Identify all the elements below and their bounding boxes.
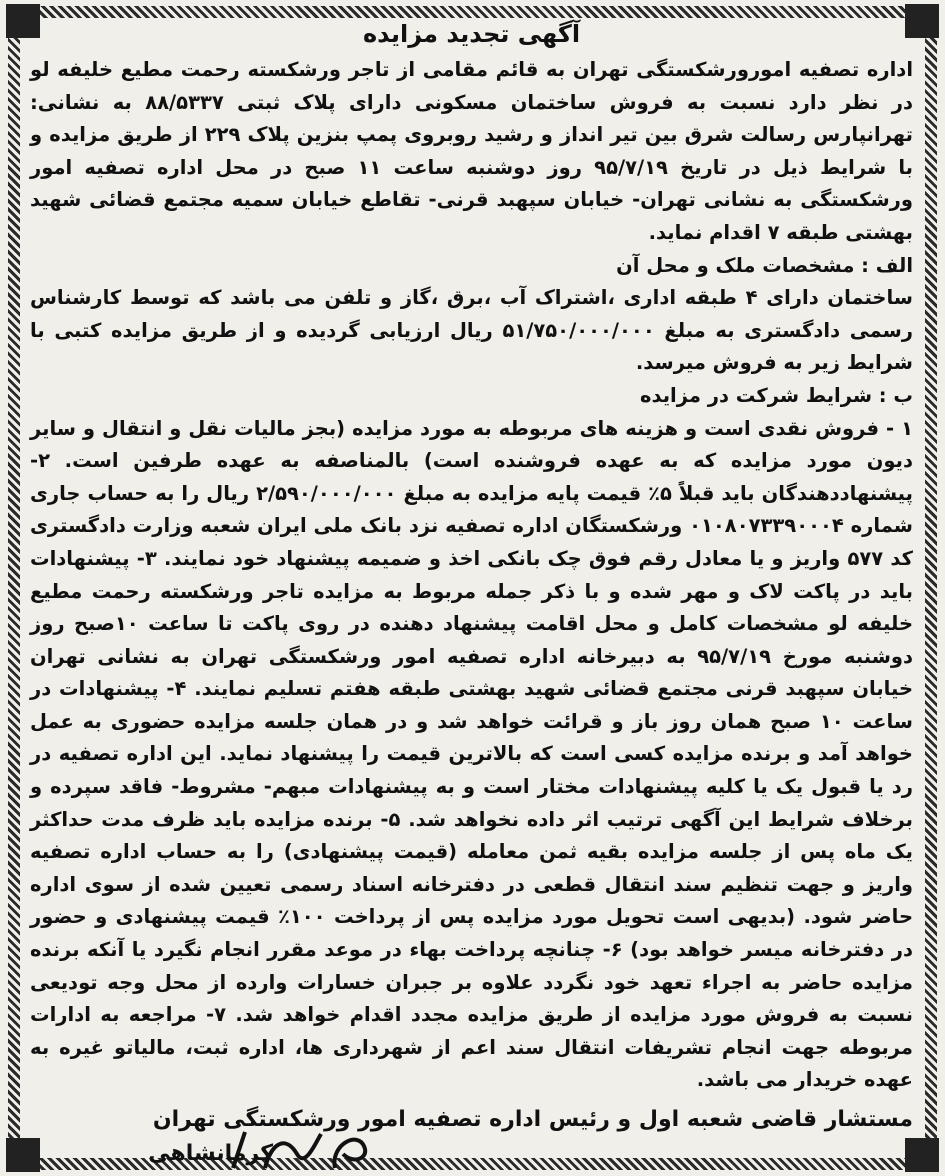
notice-title: آگهی تجدید مزایده	[362, 20, 581, 48]
signatory-name: کرمانشاهی	[148, 1141, 273, 1166]
notice-body	[30, 18, 914, 1166]
intro-paragraph: اداره تصفیه امورورشکستگی تهران به قائم مقامی از تاجر ورشکسته رحمت مطیع خلیفه لو در نظر دارد نسبت به فروش ساختمان مسکونی دارای پلاک ثبتی ۸۸/۵۳۳۷ به نشانی: تهرانپارس رسالت شرق بین تیر انداز و رشید روبروی پمپ بنزین پلاک ۲۲۹ از طریق مزایده و با شرایط ذیل در تاریخ ۹۵/۷/۱۹ روز دوشنبه ساعت ۱۱ صبح در محل اداره تصفیه امور ورشکستگی به نشانی تهران- خیابان سپهبد قرنی- تقاطع خیابان سمیه مجتمع قضائی شهید بهشتی طبقه ۷ اقدام نماید.	[30, 58, 914, 244]
section-a-heading: الف : مشخصات ملک و محل آن	[616, 253, 913, 277]
section-b-heading: ب : شرایط شرکت در مزایده	[639, 383, 913, 407]
section-b-text: ۱ - فروش نقدی است و هزینه های مربوطه به مورد مزایده (بجز مالیات نقل و انتقال و سایر دیون مورد مزایده که به عهده فروشنده است) بالمناصفه به عهده طرفین است. ۲- پیشنهاددهندگان باید قبلاً ۵٪ قیمت پایه مزایده به مبلغ ۲/۵۹۰/۰۰۰/۰۰۰ ریال را به حساب جاری شماره ۰۱۰۸۰۷۳۳۹۰۰۰۴ ورشکستگان اداره تصفیه نزد بانک ملی ایران شعبه وزارت دادگستری کد ۵۷۷ واریز و یا معادل رقم فوق چک بانکی اخذ و ضمیمه پیشنهاد خود نمایند. ۳- پیشنهادات باید در پاکت لاک و مهر شده و با ذکر جمله مربوط به مزایده تاجر ورشکسته رحمت مطیع خلیفه لو مشخصات کامل و محل اقامت پیشنهاد دهنده در روی پاکت تا ساعت ۱۰صبح روز دوشنبه مورخ ۹۵/۷/۱۹ به دبیرخانه اداره تصفیه امور ورشکستگی تهران به نشانی تهران خیابان سپهبد قرنی مجتمع قضائی شهید بهشتی طبقه هفتم تسلیم نمایند. ۴- پیشنهادات در ساعت ۱۰ صبح همان روز باز و قرائت خواهد شد و در همان جلسه مزایده حضوری به عمل خواهد آمد و برنده مزایده کسی است که بالاترین قیمت را پیشنهاد نماید. این اداره تصفیه در رد یا قبول یک یا کلیه پیشنهادات مختار است و به پیشنهادات مبهم- مشروط- فاقد سپرده و برخلاف شرایط این آگهی ترتیب اثر داده نخواهد شد. ۵- برنده مزایده باید ظرف مدت حداکثر یک ماه پس از جلسه مزایده بقیه ثمن معامله (قیمت پیشنهادی) را به حساب اداره تصفیه واریز و جهت تنظیم سند انتقال قطعی در دفترخانه اسناد رسمی تعیین شده از سوی اداره حاضر شود. (بدیهی است تحویل مورد مزایده پس از پرداخت ۱۰۰٪ قیمت پیشنهادی و حضور در دفترخانه میسر خواهد بود) ۶- چنانچه پرداخت بهاء در موعد مقرر انجام نگیرد یا آنکه برنده مزایده حاضر به اجراء تعهد خود نگردد علاوه بر جبران خسارات وارده از محل وجه تودیعی نسبت به فروش مورد مزایده از طریق مزایده مجدد اقدام خواهد شد. ۷- مراجعه به ادارات مربوطه جهت انجام تشریفات انتقال سند اعم از شهرداری ها، اداره ثبت، مالیاتو غیره به عهده خریدار می باشد.	[30, 416, 914, 1092]
signature-title: مستشار قاضی شعبه اول و رئیس اداره تصفیه امور ورشکستگی تهران	[152, 1107, 913, 1132]
handwritten-number-mark	[225, 1124, 375, 1170]
section-a-text: ساختمان دارای ۴ طبقه اداری ،اشتراک آب ،برق ،گاز و تلفن می باشد که توسط کارشناس رسمی دادگستری به مبلغ ۵۱/۷۵۰/۰۰۰/۰۰۰ ریال ارزیابی گردیده و از طریق مزایده کتبی با شرایط زیر به فروش میرسد.	[30, 286, 913, 375]
